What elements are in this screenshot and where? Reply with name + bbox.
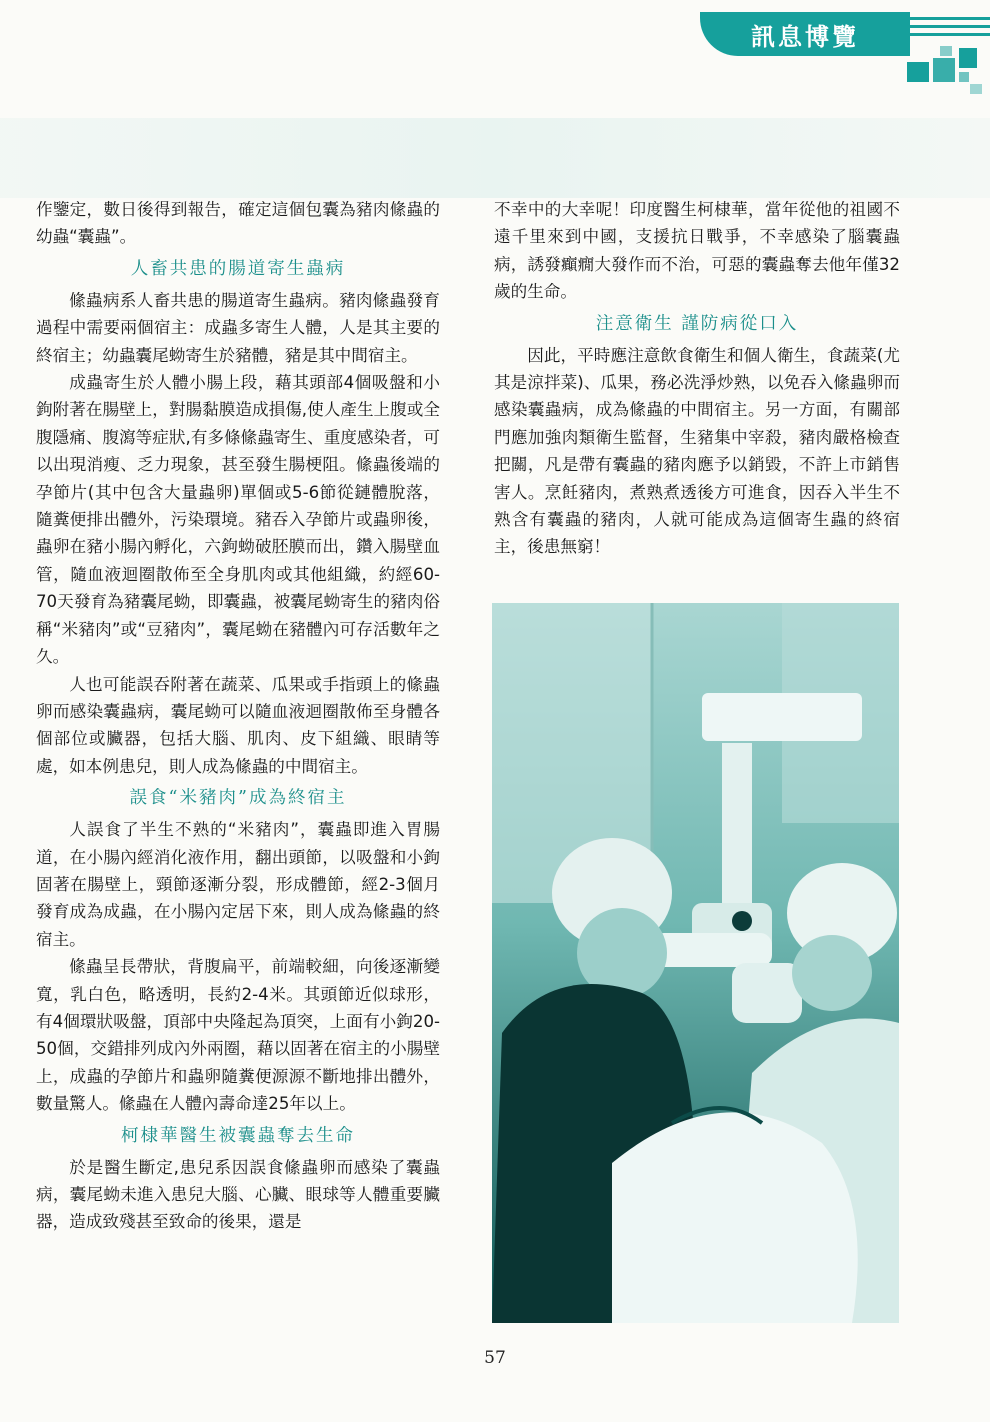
paragraph: 絛蟲病系人畜共患的腸道寄生蟲病。豬肉絛蟲發育過程中需要兩個宿主：成蟲多寄生人體，人是其主要的終宿主；幼蟲囊尾蚴寄生於豬體，豬是其中間宿主。: [36, 290, 440, 365]
paragraph: 不幸中的大幸呢！印度醫生柯棣華，當年從他的祖國不遠千里來到中國，支援抗日戰爭，不幸感染了腦囊蟲病，誘發癲癇大發作而不治，可惡的囊蟲奪去他年僅32歲的生命。: [494, 200, 900, 302]
left-column: [36, 196, 440, 1236]
subheading: 誤食“米豬肉”成為終宿主: [129, 788, 347, 809]
decor-square: [933, 58, 955, 82]
paragraph: 成蟲寄生於人體小腸上段，藉其頭部4個吸盤和小鉤附著在腸壁上，對腸黏膜造成損傷,使人產生上腹或全腹隱痛、腹瀉等症狀,有多條絛蟲寄生、重度感染者，可以出現消瘦、乏力現象，甚至發生腸梗阻。絛蟲後端的孕節片(其中包含大量蟲卵)單個或5-6節從鏈體脫落，隨糞便排出體外，污染環境。豬吞入孕節片或蟲卵後，蟲卵在豬小腸內孵化，六鉤蚴破胚膜而出，鑽入腸壁血管，隨血液迴圈散佈至全身肌肉或其他組織，約經60-70天發育為豬囊尾蚴，即囊蟲，被囊尾蚴寄生的豬肉俗稱“米豬肉”或“豆豬肉”，囊尾蚴在豬體內可存活數年之久。: [36, 373, 440, 667]
paragraph: 絛蟲呈長帶狀，背腹扁平，前端較細，向後逐漸變寬，乳白色，略透明，長約2-4米。其頭節近似球形，有4個環狀吸盤，頂部中央隆起為頂突，上面有小鉤20-50個，交錯排列成內外兩圈，藉以固著在宿主的小腸壁上，成蟲的孕節片和蟲卵隨糞便源源不斷地排出體外，數量驚人。絛蟲在人體內壽命達25年以上。: [36, 957, 440, 1114]
subheading: 柯棣華醫生被囊蟲奪去生命: [121, 1125, 355, 1146]
paragraph: 人誤食了半生不熟的“米豬肉”，囊蟲即進入胃腸道，在小腸內經消化液作用，翻出頭節，以吸盤和小鉤固著在腸壁上，頸節逐漸分裂，形成體節，經2-3個月發育成為成蟲，在小腸內定居下來，則人成為絛蟲的終宿主。: [36, 820, 440, 949]
page-number: 57: [484, 1348, 506, 1368]
paragraph: 因此，平時應注意飲食衛生和個人衛生，食蔬菜(尤其是涼拌菜)、瓜果，務必洗淨炒熟，以免吞入絛蟲卵而感染囊蟲病，成為絛蟲的中間宿主。另一方面，有關部門應加強肉類衛生監督，生豬集中宰殺，豬肉嚴格檢查把關，凡是帶有囊蟲的豬肉應予以銷毀，不許上市銷售害人。烹飪豬肉，煮熟煮透後方可進食，因吞入半生不熟含有囊蟲的豬肉，人就可能成為這個寄生蟲的終宿主，後患無窮！: [494, 345, 900, 557]
decor-square: [959, 48, 977, 68]
subheading: 人畜共患的腸道寄生蟲病: [130, 258, 346, 279]
right-column: [494, 196, 900, 561]
paragraph: 於是醫生斷定,患兒系因誤食絛蟲卵而感染了囊蟲病，囊尾蚴未進入患兒大腦、心臟、眼球等人體重要臟器，造成致殘甚至致命的後果，還是: [36, 1157, 440, 1232]
decor-square: [907, 62, 929, 82]
section-title: 訊息博覽: [751, 22, 859, 51]
paragraph: 人也可能誤吞附著在蔬菜、瓜果或手指頭上的絛蟲卵而感染囊蟲病，囊尾蚴可以隨血液迴圈散佈至身體各個部位或臟器，包括大腦、肌肉、皮下組織、眼睛等處，如本例患兒，則人成為絛蟲的中間宿主。: [36, 674, 440, 776]
header-stripes: [900, 17, 990, 47]
decor-square: [970, 84, 982, 94]
surgery-photo: [492, 603, 899, 1323]
paragraph: 作鑒定，數日後得到報告，確定這個包囊為豬肉絛蟲的幼蟲“囊蟲”。: [36, 200, 440, 247]
section-tab: [700, 12, 910, 56]
decor-square: [959, 72, 969, 82]
section-header: [700, 0, 990, 100]
subheading: 注意衛生 謹防病從口入: [595, 313, 799, 334]
decor-square: [940, 46, 952, 56]
surgery-photo-illustration: [492, 603, 899, 1323]
faded-background-band: [0, 118, 990, 198]
